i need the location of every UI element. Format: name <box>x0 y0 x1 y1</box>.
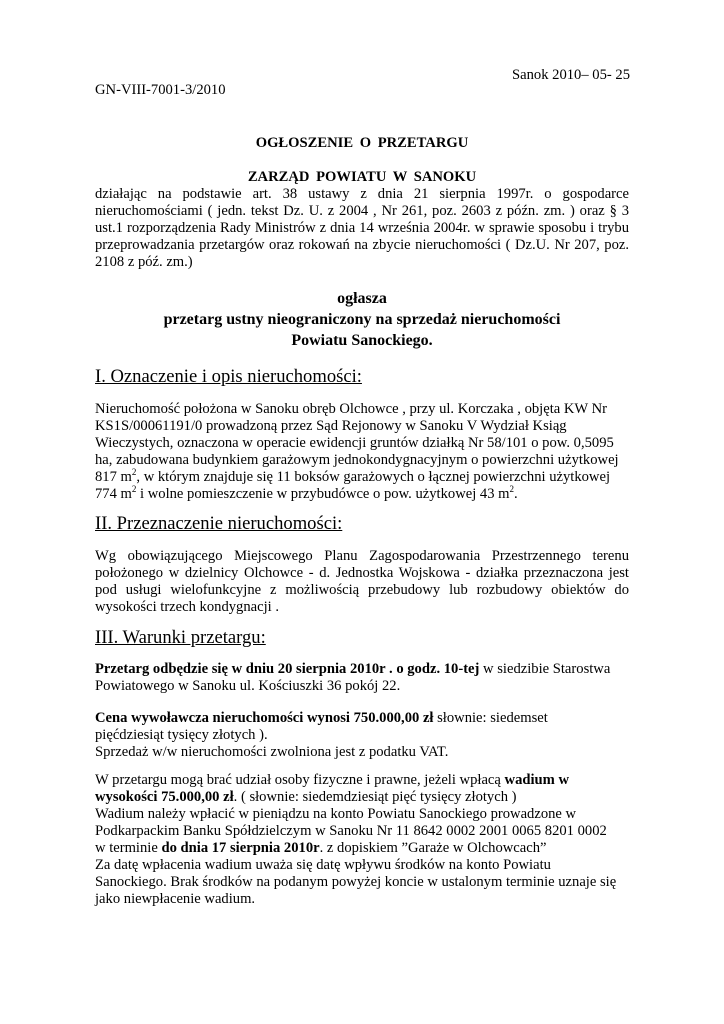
auction-date-paragraph <box>95 661 629 695</box>
document-date: Sanok 2010– 05- 25 <box>512 67 630 83</box>
authority-title: ZARZĄD POWIATU W SANOKU <box>247 169 477 185</box>
deposit-text-run: W przetargu mogą brać udział osoby fizyczne i prawne, jeżeli wpłacą <box>95 772 505 788</box>
deposit-line: jako niewpłacenie wadium. <box>95 891 256 907</box>
deposit-amount: wysokości 75.000,00 zł <box>95 789 234 805</box>
section-1-line: KS1S/00061191/0 prowadzoną przez Sąd Rejonowy w Sanoku V Wydział Ksiąg <box>95 418 567 434</box>
superscript: 2 <box>131 484 137 494</box>
announcement-block <box>95 288 629 351</box>
section-1-text-run: , w którym znajduje się 11 boksów garażowych o łącznej powierzchni użytkowej <box>136 469 610 485</box>
reference-number: GN-VIII-7001-3/2010 <box>95 82 226 98</box>
section-1-line <box>95 486 629 503</box>
auction-location: Powiatowego w Sanoku ul. Kościuszki 36 pokój 22. <box>95 678 401 694</box>
announces-line-3: Powiatu Sanockiego. <box>291 332 433 349</box>
section-3-heading: III. Warunki przetargu: <box>95 627 266 648</box>
auction-date-rest: w siedzibie Starostwa <box>479 661 611 677</box>
deposit-text-run: w terminie <box>95 840 162 856</box>
deposit-line <box>95 840 629 857</box>
price-paragraph <box>95 710 629 761</box>
deposit-text-bold: wadium w <box>504 772 569 788</box>
deposit-line <box>95 772 629 789</box>
price-line <box>95 710 629 727</box>
section-1-heading: I. Oznaczenie i opis nieruchomości: <box>95 366 362 387</box>
deposit-paragraph <box>95 772 629 908</box>
section-2-text: Wg obowiązującego Miejscowego Planu Zagospodarowania Przestrzennego terenu położonego w dzielnicy Olchowce - d. Jednostka Wojskowa - działka przeznaczona jest pod usługi wielofunkcyjne z możliwością przebudowy lub rozbudowy obiektów do wysokości trzech kondygnacji . <box>95 548 629 615</box>
announces-line-1: ogłasza <box>337 290 387 307</box>
superscript: 2 <box>131 467 137 477</box>
deposit-line: Wadium należy wpłacić w pieniądzu na konto Powiatu Sanockiego prowadzone w <box>95 806 577 822</box>
section-1-line <box>95 469 629 486</box>
section-1-line: ha, zabudowana budynkiem garażowym jednokondygnacyjnym o powierzchni użytkowej <box>95 452 619 468</box>
section-1-line: Wieczystych, oznaczona w operacie ewidencji gruntów działką Nr 58/101 o pow. 0,5095 <box>95 435 614 451</box>
deposit-line: Za datę wpłacenia wadium uważa się datę wpływu środków na konto Powiatu <box>95 857 551 873</box>
announces-line-2: przetarg ustny nieograniczony na sprzedaż nieruchomości <box>163 311 561 328</box>
deposit-line <box>95 789 629 806</box>
announcement-title: OGŁOSZENIE O PRZETARGU <box>255 135 469 151</box>
superscript: 2 <box>509 484 515 494</box>
deposit-deadline: do dnia 17 sierpnia 2010r <box>161 840 320 856</box>
vat-note: Sprzedaż w/w nieruchomości zwolniona jest z podatku VAT. <box>95 744 449 760</box>
starting-price: Cena wywoławcza nieruchomości wynosi 750.000,00 zł <box>95 710 434 726</box>
deposit-text-run: . z dopiskiem ”Garaże w Olchowcach” <box>319 840 547 856</box>
price-words: słownie: siedemset <box>433 710 548 726</box>
price-words-cont: pięćdziesiąt tysięcy złotych ). <box>95 727 268 743</box>
deposit-text-run: . ( słownie: siedemdziesiąt pięć tysięcy złotych ) <box>233 789 517 805</box>
section-2-heading: II. Przeznaczenie nieruchomości: <box>95 513 343 534</box>
section-1-text-run: i wolne pomieszczenie w przybudówce o pow. użytkowej 43 m <box>136 486 510 502</box>
legal-basis-paragraph: działając na podstawie art. 38 ustawy z dnia 21 sierpnia 1997r. o gospodarce nieruchomościami ( jedn. tekst Dz. U. z 2004 , Nr 261, poz. 2603 z późn. zm. ) oraz § 3 ust.1 rozporządzenia Rady Ministrów z dnia 14 września 2004r. w sprawie sposobu i trybu przeprowadzania przetargów oraz rokowań na zbycie nieruchomości ( Dz.U. Nr 207, poz. 2108 z póź. zm.) <box>95 186 629 270</box>
area-boxes-value: 774 m <box>95 486 132 502</box>
deposit-line: Sanockiego. Brak środków na podanym powyżej koncie w ustalonym terminie uznaje się <box>95 874 617 890</box>
area-garage-value: 817 m <box>95 469 132 485</box>
section-1-line: Nieruchomość położona w Sanoku obręb Olchowce , przy ul. Korczaka , objęta KW Nr <box>95 401 607 417</box>
section-1-text <box>95 401 629 503</box>
auction-date-line <box>95 661 629 678</box>
auction-date-bold: Przetarg odbędzie się w dniu 20 sierpnia 2010r . o godz. 10-tej <box>95 661 480 677</box>
section-1-text-run: . <box>514 486 518 502</box>
bank-account-line: Podkarpackim Banku Spółdzielczym w Sanoku Nr 11 8642 0002 2001 0065 8201 0002 <box>95 823 607 839</box>
